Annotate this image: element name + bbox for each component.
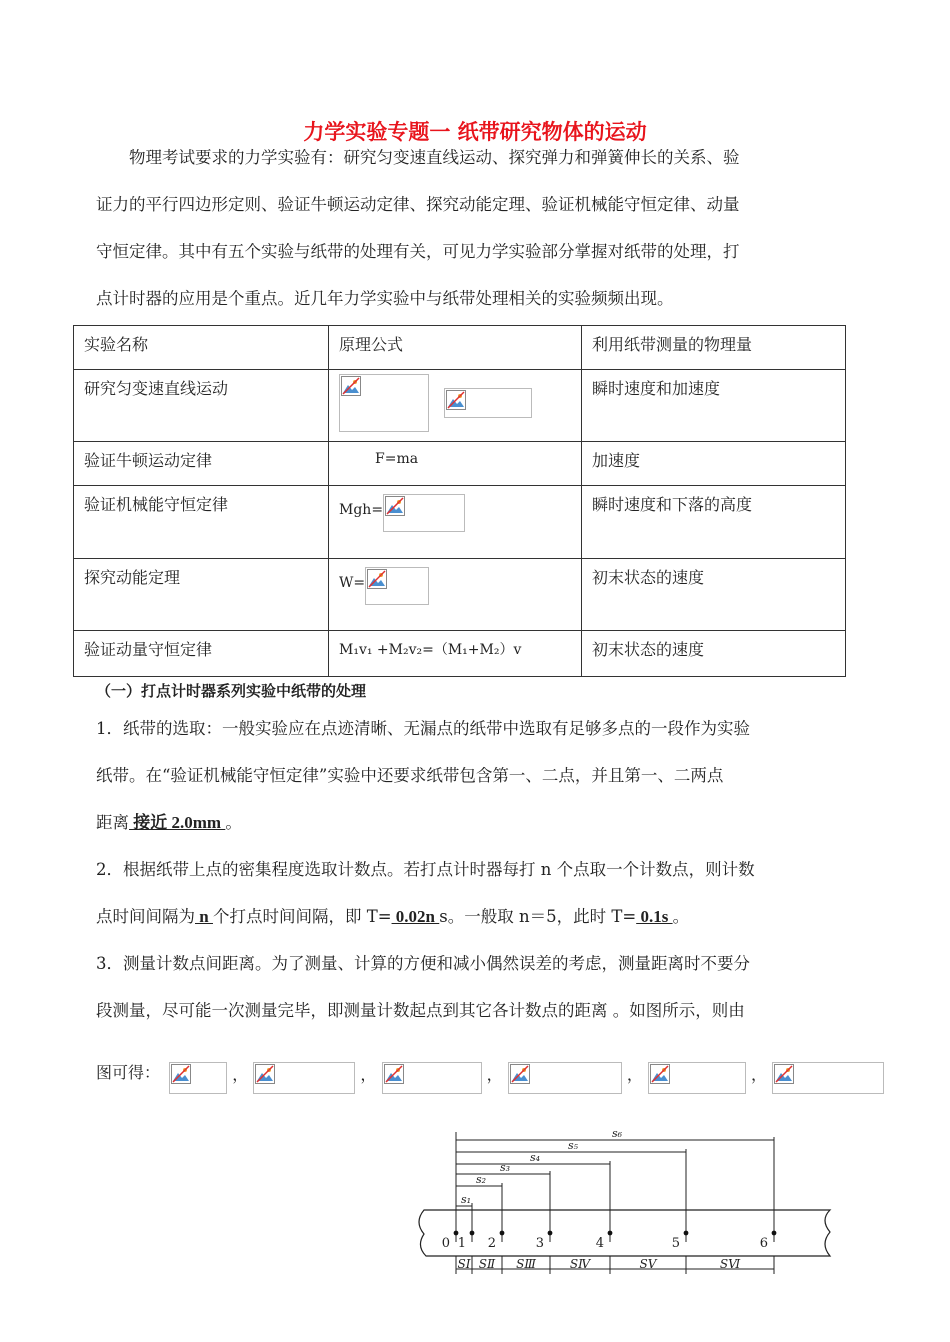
table-row [74, 559, 846, 631]
formula-image [508, 1062, 622, 1094]
text: 个打点时间间隔，即 T= [212, 907, 392, 926]
measured-quantity: 瞬时速度和下落的高度 [582, 486, 846, 559]
text: 点时间间隔为 [96, 907, 195, 926]
tape-dot [772, 1231, 777, 1236]
image-placeholder-icon [255, 1064, 275, 1084]
intro-line: 物理考试要求的力学实验有：研究匀变速直线运动、探究弹力和弹簧伸长的关系、验 [129, 148, 740, 167]
segment-label: SⅢ [516, 1257, 536, 1271]
formula-text: F=ma [375, 451, 419, 467]
measured-quantity: 初末状态的速度 [582, 559, 846, 631]
paragraph-line: 2．根据纸带上点的密集程度选取计数点。若打点计时器每打 n 个点取一个计数点，则计数 [96, 860, 755, 879]
tape-dot [548, 1231, 553, 1236]
table-header: 利用纸带测量的物理量 [582, 326, 846, 370]
answer-blank: 0.1s [636, 907, 673, 926]
text: 图可得： [96, 1063, 161, 1082]
intro-line: 点计时器的应用是个重点。近几年力学实验中与纸带处理相关的实验频频出现。 [96, 289, 674, 308]
image-placeholder-icon [650, 1064, 670, 1084]
distance-label: s₃ [499, 1161, 511, 1174]
formula-image [382, 1062, 482, 1094]
formula-cell [329, 559, 582, 631]
formula-cell [329, 370, 582, 442]
paragraph-line: 3．测量计数点间距离。为了测量、计算的方便和减小偶然误差的考虑，测量距离时不要分 [96, 954, 750, 973]
segment-label: SⅣ [569, 1257, 591, 1271]
distance-label: s₆ [611, 1127, 623, 1140]
text: 。 [672, 907, 690, 926]
formula-image [772, 1062, 884, 1094]
experiment-name: 探究动能定理 [74, 559, 329, 631]
intro-line: 守恒定律。其中有五个实验与纸带的处理有关，可见力学实验部分掌握对纸带的处理，打 [96, 242, 740, 261]
point-label: 5 [671, 1236, 680, 1251]
formula-image [253, 1062, 355, 1094]
paragraph-line [96, 799, 858, 846]
tape-dot [684, 1231, 689, 1236]
formula-text: M₁v₁ +M₂v₂=（M₁+M₂）v [339, 642, 522, 658]
experiment-name: 验证机械能守恒定律 [74, 486, 329, 559]
tape-dot [500, 1231, 505, 1236]
tape-dot [608, 1231, 613, 1236]
table-row [74, 486, 846, 559]
image-placeholder-icon [171, 1064, 191, 1084]
intro-paragraph [96, 134, 858, 322]
table-row [74, 442, 846, 486]
point-label: 3 [535, 1236, 544, 1251]
image-placeholder-icon [341, 376, 361, 396]
segment-label: SⅤ [639, 1257, 657, 1271]
measured-quantity: 瞬时速度和加速度 [582, 370, 846, 442]
experiment-name: 验证动量守恒定律 [74, 631, 329, 677]
point-label: 6 [759, 1236, 768, 1251]
tape-dot [454, 1231, 459, 1236]
segment-label: SⅠ [457, 1257, 471, 1271]
formula-image [383, 494, 465, 532]
measured-quantity: 初末状态的速度 [582, 631, 846, 677]
formula-image [444, 388, 532, 418]
point-label: 4 [595, 1236, 604, 1251]
distance-label: s₄ [529, 1151, 541, 1164]
formula-image [648, 1062, 746, 1094]
formula-image-row: 图可得： ， ， ， ， ， [96, 1062, 884, 1094]
tape-figure [410, 1126, 846, 1280]
table-header: 实验名称 [74, 326, 329, 370]
formula-cell [329, 486, 582, 559]
experiment-table [73, 325, 846, 677]
distance-label: s₅ [567, 1139, 579, 1152]
point-label: 2 [487, 1236, 496, 1251]
formula-text: Mgh= [339, 502, 384, 518]
distance-label: s₁ [460, 1193, 472, 1206]
image-placeholder-icon [446, 390, 466, 410]
table-row [74, 370, 846, 442]
segment-label: SⅡ [478, 1257, 496, 1271]
text: 距离 [96, 813, 129, 832]
answer-blank: 接近 2.0mm [129, 813, 226, 832]
image-placeholder-icon [385, 496, 405, 516]
tape-dot [470, 1231, 475, 1236]
section-paragraphs [96, 705, 858, 1034]
formula-cell [329, 442, 582, 486]
section-heading: （一）打点计时器系列实验中纸带的处理 [96, 682, 367, 700]
measured-quantity: 加速度 [582, 442, 846, 486]
formula-image [365, 567, 429, 605]
formula-image [169, 1062, 227, 1094]
experiment-name: 验证牛顿运动定律 [74, 442, 329, 486]
answer-blank: 0.02n [391, 907, 440, 926]
point-label: 0 [441, 1236, 450, 1251]
table-row [74, 631, 846, 677]
image-placeholder-icon [367, 569, 387, 589]
answer-blank: n [195, 907, 213, 926]
tape-diagram [410, 1126, 846, 1276]
image-placeholder-icon [384, 1064, 404, 1084]
paragraph-line: 1．纸带的选取：一般实验应在点迹清晰、无漏点的纸带中选取有足够多点的一段作为实验 [96, 719, 750, 738]
distance-label: s₂ [475, 1173, 487, 1186]
formula-cell [329, 631, 582, 677]
text: s。一般取 n＝5，此时 T= [439, 907, 637, 926]
paragraph-line: 段测量，尽可能一次测量完毕，即测量计数起点到其它各计数点的距离 。如图所示，则由 [96, 1001, 745, 1020]
formula-text: W= [339, 575, 366, 591]
experiment-name: 研究匀变速直线运动 [74, 370, 329, 442]
image-placeholder-icon [510, 1064, 530, 1084]
paragraph-line [96, 893, 858, 940]
intro-line: 证力的平行四边形定则、验证牛顿运动定律、探究动能定理、验证机械能守恒定律、动量 [96, 195, 740, 214]
image-placeholder-icon [774, 1064, 794, 1084]
text: 。 [225, 813, 242, 832]
point-label: 1 [457, 1236, 466, 1251]
page-title: 力学实验专题一 纸带研究物体的运动 [303, 120, 647, 144]
paper-tape [419, 1210, 830, 1256]
paragraph-line: 纸带。在“验证机械能守恒定律”实验中还要求纸带包含第一、二点，并且第一、二两点 [96, 766, 724, 785]
table-header: 原理公式 [329, 326, 582, 370]
formula-image [339, 374, 429, 432]
segment-label: SⅥ [719, 1257, 741, 1271]
